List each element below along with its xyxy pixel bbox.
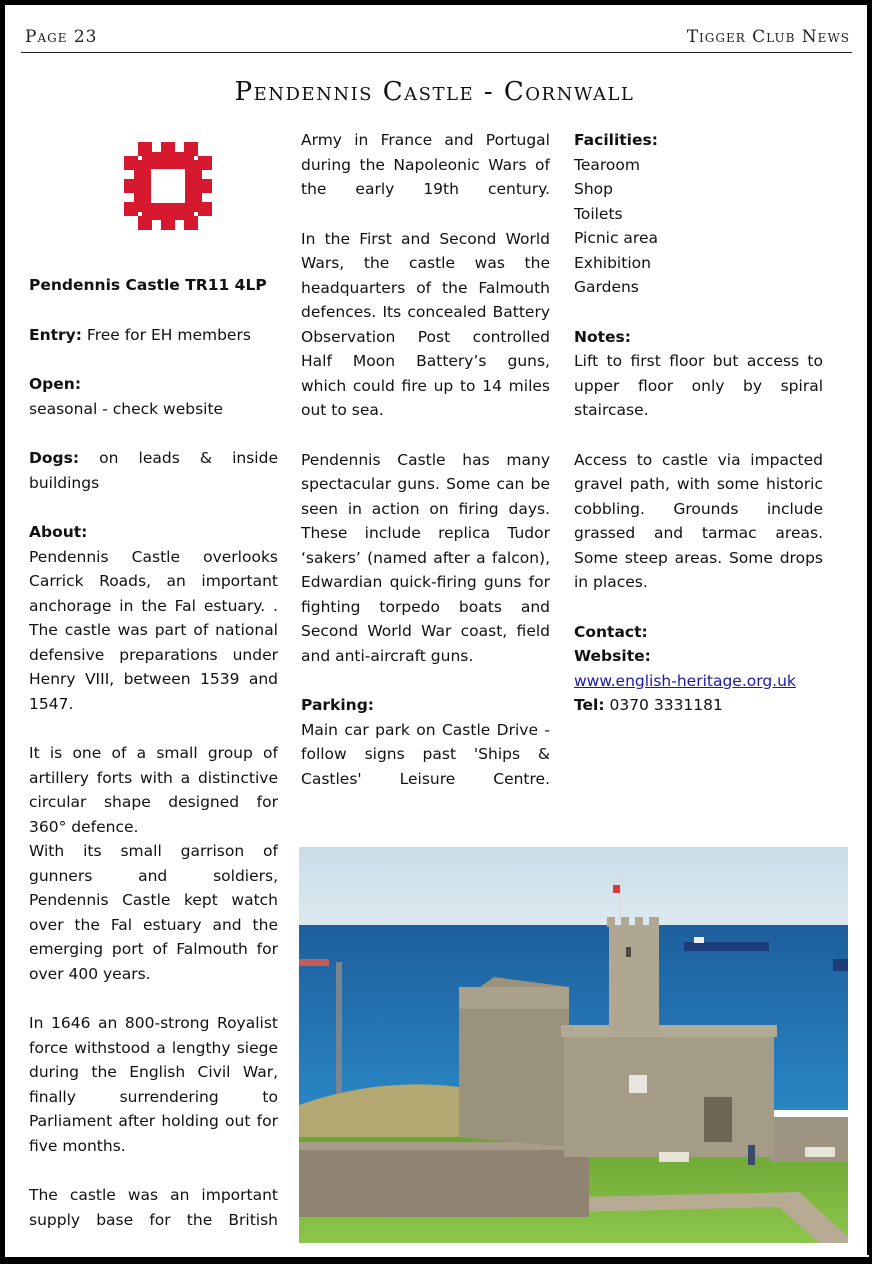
facility-item: Toilets [574,204,623,223]
open-label: Open: [29,375,82,393]
facilities-label: Facilities: [574,131,658,149]
open-value: seasonal - check website [29,399,224,418]
curtain-wall [299,1142,589,1217]
history-paragraph-2: In the First and Second World Wars, the castle was the headquarters of the Falmouth defences. Its concealed Battery Observation Post controlled Half Moon Battery’s guns, which could fire up to 14 miles out to sea. [301,229,550,419]
facility-item: Exhibition [574,253,651,272]
column-2 [301,128,550,791]
notes-label: Notes: [574,327,631,346]
article-title: Pendennis Castle - Cornwall [234,77,635,107]
contact-label: Contact: [574,622,648,641]
tel-label: Tel: [574,696,605,714]
bench [805,1147,835,1157]
sky [299,847,848,927]
ship [299,959,329,966]
gatehouse [564,1032,774,1157]
flag [613,885,620,893]
about-paragraph-1: Pendennis Castle overlooks Carrick Roads, an important anchorage in the Fal estuary. . The castle was part of national defensive preparations under Henry VIII, between 1539 and 1547. [29,547,278,713]
newsletter-page [5,5,864,1255]
about-paragraph-5: The castle was an important supply base for the British [29,1186,278,1229]
castle-photo [299,847,848,1243]
history-paragraph-1: Army in France and Portugal during the Napoleonic Wars of the early 19th century. [301,131,550,198]
ship [694,937,704,943]
about-paragraph-4: In 1646 an 800-strong Royalist force withstood a lengthy siege during the English Civil War, finally surrendering to Parliament after holding out for five months. [29,1014,278,1155]
tower-battlement [607,917,615,927]
notes-paragraph-2: Access to castle via impacted gravel path, with some historic cobbling. Grounds include grassed and tarmac areas. Some steep areas. Some drops in places. [574,450,823,591]
about-paragraph-2: It is one of a small group of artillery forts with a distinctive circular shape designed for 360° defence. [29,744,278,836]
page-border [5,1257,869,1264]
english-heritage-logo [120,138,216,234]
notes-paragraph-1: Lift to first floor but access to upper floor only by spiral staircase. [574,352,823,419]
about-label: About: [29,523,88,541]
doorway [704,1097,732,1142]
parking-label: Parking: [301,696,374,714]
address: Pendennis Castle TR11 4LP [29,276,267,294]
guns-paragraph: Pendennis Castle has many spectacular guns. Some can be seen in action on firing days. These include replica Tudor ‘sakers’ (named after a falcon), Edwardian quick-firing guns for fighting torpedo boats and Second World War coast, field and anti-aircraft guns. [301,450,550,665]
header-divider [21,52,852,53]
window [629,1075,647,1093]
entry-value: Free for EH members [81,325,251,344]
dogs-value: on leads & inside buildings [29,449,278,492]
ship [684,942,769,951]
tower [609,925,659,1035]
facility-item: Gardens [574,278,639,296]
tower-battlement [621,917,629,927]
ship [833,959,848,971]
publication-name: Tigger Club News [686,27,850,47]
website-label: Website: [574,647,651,665]
tower-battlement [649,917,659,927]
gatehouse-parapet [561,1025,777,1037]
website-link[interactable]: www.english-heritage.org.uk [574,671,796,690]
flagpole [619,875,621,920]
page-border [867,5,869,1257]
facility-item: Picnic area [574,229,658,247]
bench [659,1152,689,1162]
parking-value: Main car park on Castle Drive - follow signs past 'Ships & Castles' Leisure Centre. [301,720,550,788]
visitor [748,1145,755,1165]
column-1 [29,273,278,1232]
facility-item: Shop [574,180,613,198]
page-number: Page 23 [25,27,98,47]
column-3 [574,128,823,718]
facility-item: Tearoom [574,155,640,174]
tower-battlement [635,917,643,927]
about-paragraph-3: With its small garrison of gunners and soldiers, Pendennis Castle kept watch over the Fal estuary and the emerging port of Falmouth for over 400 years. [29,842,278,983]
tower-window [626,947,631,957]
keep-parapet [459,987,569,1009]
dogs-label: Dogs: [29,449,80,467]
entry-label: Entry: [29,325,82,344]
mast [336,962,342,1102]
tel-value: 0370 3331181 [604,696,723,714]
